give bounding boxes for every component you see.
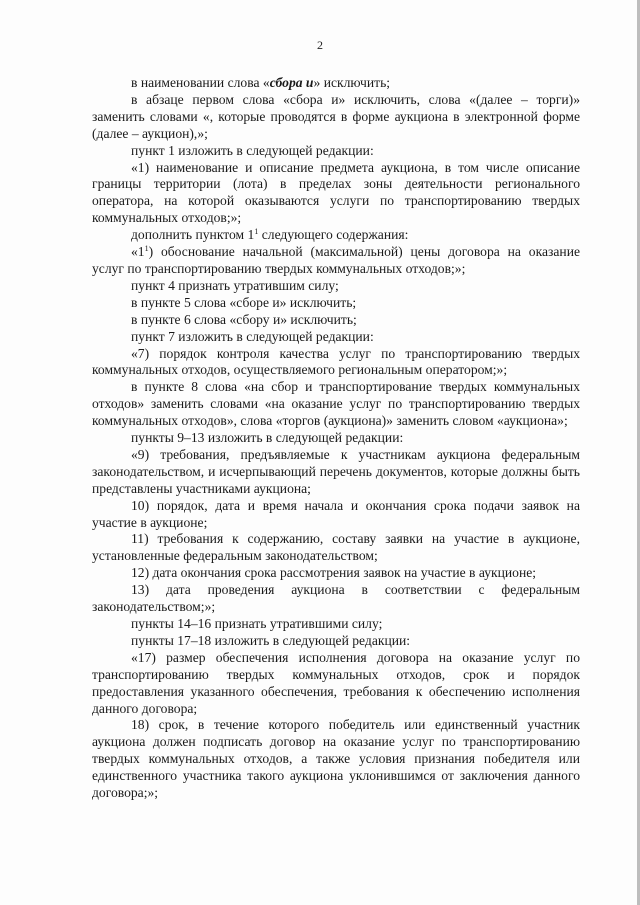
paragraph-4: «1) наименование и описание предмета аукциона, в том числе описание границы территории (лота) в пределах зоны деятельности регионального оператора, на которой оказываются услуги по транспортированию твердых коммунальных отходов;»; bbox=[92, 159, 580, 226]
paragraph-14: «9) требования, предъявляемые к участникам аукциона федеральным законодательством, и исчерпывающий перечень документов, которые должны быть представлены участниками аукциона; bbox=[92, 446, 580, 496]
paragraph-16: 11) требования к содержанию, составу заявки на участие в аукционе, установленные федеральным законодательством; bbox=[92, 531, 580, 564]
superscript: 1 bbox=[254, 227, 259, 237]
paragraph-1: в наименовании слова «сбора и» исключить; bbox=[131, 75, 391, 90]
paragraph-6: «$1^1$) обоснование начальной (максимальной) цены договора на оказание услуг по транспортированию твердых коммунальных отходов;»; bbox=[92, 244, 580, 276]
paragraph-18: 13) дата проведения аукциона в соответствии с федеральным законодательством;»; bbox=[92, 582, 580, 615]
page-number: 2 bbox=[317, 38, 323, 52]
emphasized-text: сбора и bbox=[269, 75, 314, 90]
paragraph-21: «17) размер обеспечения исполнения договора на оказание услуг по транспортированию твердых коммунальных отходов, срок и порядок предоставления указанного обеспечения, требования к обеспечению исполнения данного договора; bbox=[92, 649, 580, 716]
paragraph-5: дополнить пунктом $1^1$ следующего содержания: bbox=[131, 227, 409, 243]
paragraph-2: в абзаце первом слова «сбора и» исключить, слова «(далее – торги)» заменить словами «, которые проводятся в форме аукциона в электронной форме (далее – аукцион),»; bbox=[92, 91, 580, 141]
paragraph-7: пункт 4 признать утратившим силу; bbox=[131, 277, 339, 293]
paragraph-11: «7) порядок контроля качества услуг по транспортированию твердых коммунальных отходов, осуществляемого региональным оператором;»; bbox=[92, 345, 580, 378]
paragraph-19: пункты 14–16 признать утратившими силу; bbox=[131, 616, 383, 631]
paragraph-12: в пункте 8 слова «на сбор и транспортирование твердых коммунальных отходов» заменить словами «на оказание услуг по транспортированию твердых коммунальных отходов», слова «торгов (аукциона)» заменить словом «аукциона»; bbox=[92, 379, 580, 429]
paragraph-9: в пункте 6 слова «сбору и» исключить; bbox=[131, 311, 357, 327]
document-body bbox=[92, 75, 580, 802]
paragraph-3: пункт 1 изложить в следующей редакции: bbox=[131, 142, 374, 158]
paragraph-17: 12) дата окончания срока рассмотрения заявок на участие в аукционе; bbox=[131, 565, 537, 581]
superscript: 1 bbox=[144, 244, 149, 254]
paragraph-20: пункты 17–18 изложить в следующей редакции: bbox=[131, 632, 411, 648]
paragraph-22: 18) срок, в течение которого победитель или единственный участник аукциона должен подписать договор на оказание услуг по транспортированию твердых коммунальных отходов, а также условия признания победителя или единственного участника такого аукциона уклонившимся от заключения данного договора;»; bbox=[92, 717, 580, 801]
paragraph-8: в пункте 5 слова «сборе и» исключить; bbox=[131, 294, 357, 310]
paragraph-13: пункты 9–13 изложить в следующей редакции: bbox=[131, 430, 404, 446]
paragraph-10: пункт 7 изложить в следующей редакции: bbox=[131, 328, 374, 344]
paragraph-15: 10) порядок, дата и время начала и окончания срока подачи заявок на участие в аукционе; bbox=[92, 497, 580, 530]
